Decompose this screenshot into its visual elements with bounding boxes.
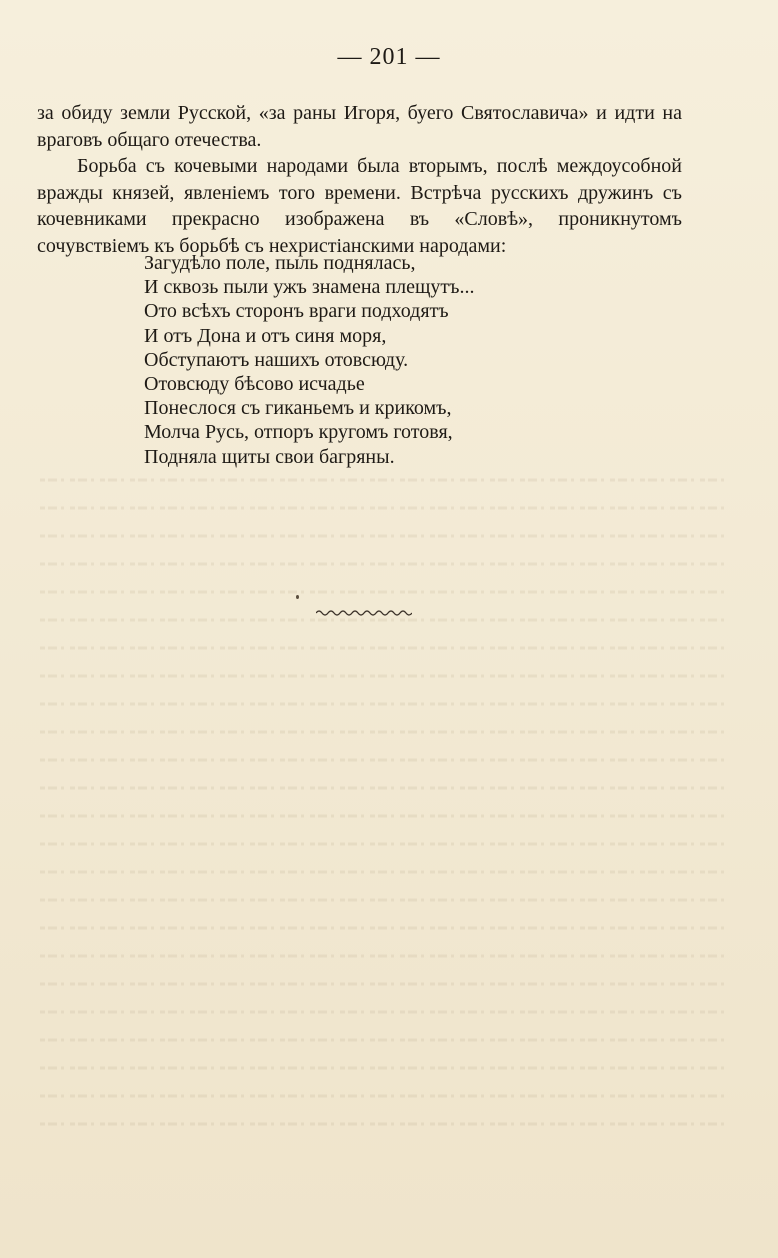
verse-line: Обступаютъ нашихъ отовсюду. bbox=[144, 348, 409, 371]
verse-line: Подняла щиты свои багряны. bbox=[144, 445, 395, 468]
verse-line: И сквозь пыли ужъ знамена плещутъ... bbox=[144, 276, 475, 299]
verse-line: Отовсюду бѣсово исчадье bbox=[144, 373, 365, 396]
verse-line: Понеслося съ гиканьемъ и крикомъ, bbox=[144, 397, 452, 420]
show-through-texture bbox=[40, 470, 730, 1210]
verse-line: Молча Русь, отпоръ кругомъ готовя, bbox=[144, 421, 453, 444]
verse-line: Загудѣло поле, пыль поднялась, bbox=[144, 252, 416, 274]
verse-quotation bbox=[144, 251, 664, 469]
verse-line: Ото всѣхъ сторонъ враги подходятъ bbox=[144, 300, 449, 323]
verse-line: И отъ Дона и отъ синя моря, bbox=[144, 324, 387, 347]
page-number: — 201 — bbox=[337, 44, 441, 70]
prose-body bbox=[37, 100, 682, 259]
paragraph-nomads: Борьба съ кочевыми народами была вторымъ, послѣ междоусобной вражды князей, явленіемъ того времени. Встрѣча русскихъ дружинъ съ кочевниками прекрасно изображена въ «Словѣ», проникнутомъ сочувствіемъ къ борьбѣ съ нехристіанскими народами: bbox=[37, 155, 682, 257]
paragraph-continuation: за обиду земли Русской, «за раны Игоря, буего Святославича» и идти на враговъ общаго отечества. bbox=[37, 102, 682, 151]
